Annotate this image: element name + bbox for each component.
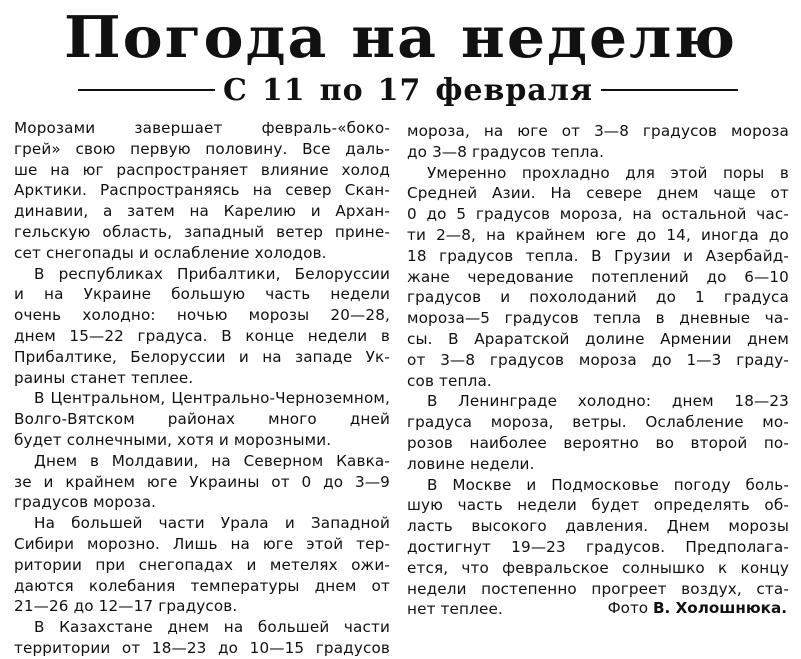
text-line: градусов и похолоданий до 1 градуса — [407, 288, 789, 307]
text-line: В Ленинграде холодно: днем 18—23 — [427, 392, 789, 411]
text-line: ется, что февральское солнышко к концу — [407, 558, 789, 577]
text-line: сет снегопады и ослабление холодов. — [14, 243, 327, 262]
text-line: В Казахстане днем на большей части — [34, 618, 390, 637]
credit-author: В. Холошнюка. — [652, 599, 787, 617]
text-line: В республиках Прибалтики, Белоруссии — [34, 264, 390, 283]
text-line: Арктики. Распространяясь на север Скан- — [14, 181, 390, 200]
from-word: С — [222, 72, 248, 108]
text-line: раины станет теплее. — [14, 368, 194, 387]
text-line: Волго-Вятском районах много дней — [14, 410, 390, 429]
text-line: динавии, а затем на Карелию и Архан- — [14, 202, 390, 221]
text-line: нет теплее. — [407, 600, 503, 619]
text-line: Днем в Молдавии, на Северном Кавка- — [34, 451, 390, 470]
text-line: Прибалтике, Белоруссии и на западе Ук- — [14, 347, 390, 366]
text-line: грей» свою первую половину. Все даль- — [14, 139, 390, 158]
text-line: достигнут 19—23 градусов. Предполага- — [407, 537, 789, 556]
right-rule — [601, 89, 738, 91]
start-day: 11 — [261, 72, 306, 108]
text-line: шую часть недели будет определять об- — [407, 496, 789, 515]
text-line: территории от 18—23 до 10—15 градусов — [14, 638, 390, 657]
text-line: гельскую область, западный ветер прине- — [14, 222, 390, 241]
text-line: будет солнечными, хотя и морозными. — [14, 430, 332, 449]
text-line: сов тепла. — [407, 371, 492, 390]
text-line: 21—26 до 12—17 градусов. — [14, 597, 238, 616]
text-line: очень холодно: ночью морозы 20—28, — [14, 306, 390, 325]
text-line: мороза, на юге от 3—8 градусов мороза — [407, 122, 789, 140]
text-line: На большей части Урала и Западной — [34, 514, 390, 533]
credit-prefix: Фото — [607, 599, 649, 617]
text-line: 18 градусов тепла. В Грузии и Азербайд- — [407, 246, 789, 265]
text-line: градусов мороза. — [14, 493, 157, 512]
text-line: 0 до 5 градусов мороза, на остальной час- — [407, 205, 789, 224]
text-line: днем 15—22 градуса. В конце недели в — [14, 326, 390, 345]
text-line: сы. В Араратской долине Армении днем — [407, 329, 789, 348]
text-line: ти 2—8, на крайнем юге до 14, иногда до — [407, 225, 789, 244]
text-line: ритории при снегопадах и метелях ожи- — [14, 555, 390, 574]
text-line: мороза—5 градусов тепла в дневные ча- — [407, 309, 789, 328]
text-line: Морозами завершает февраль-«боко- — [14, 119, 390, 137]
text-line: Средней Азии. На севере днем чаще от — [407, 184, 789, 203]
text-line: ловине недели. — [407, 454, 535, 473]
photo-credit — [608, 598, 787, 618]
text-line: до 3—8 градусов тепла. — [407, 142, 605, 161]
text-line: градуса мороза, ветры. Ослабление мо- — [407, 413, 789, 432]
mid-word: по — [319, 72, 364, 108]
text-line: розов наиболее вероятно во второй по- — [407, 433, 789, 452]
text-line: В Центральном, Центрально-Черноземном, — [34, 389, 390, 408]
text-line: даются колебания температуры днем от — [14, 576, 390, 595]
text-line: Сибири морозно. Лишь на юге этой тер- — [14, 534, 390, 553]
right-text-column — [407, 121, 789, 620]
text-line: от 3—8 градусов мороза до 1—3 граду- — [407, 350, 789, 369]
text-line: ше на юг распространяет влияние холод — [14, 160, 390, 179]
text-line: и на Украине большую часть недели — [14, 285, 390, 304]
text-line: Умеренно прохладно для этой поры в — [427, 163, 789, 182]
end-day: 17 — [377, 72, 422, 108]
text-line: ласть высокого давления. Днем морозы — [407, 517, 789, 536]
text-line: недели постепенно прогреет воздух, ста- — [407, 579, 789, 598]
left-rule — [78, 89, 215, 91]
text-line: В Москве и Подмосковье погоду боль- — [427, 475, 789, 494]
text-line: зе и крайнем юге Украины от 0 до 3—9 — [14, 472, 390, 491]
left-text-column — [14, 118, 390, 659]
date-range-row — [78, 70, 738, 110]
date-range-subheadline — [215, 73, 601, 108]
article-headline: Погода на неделю — [64, 4, 737, 72]
text-line: жане чередование потеплений до 6—10 — [407, 267, 789, 286]
month-word: февраля — [435, 72, 594, 108]
